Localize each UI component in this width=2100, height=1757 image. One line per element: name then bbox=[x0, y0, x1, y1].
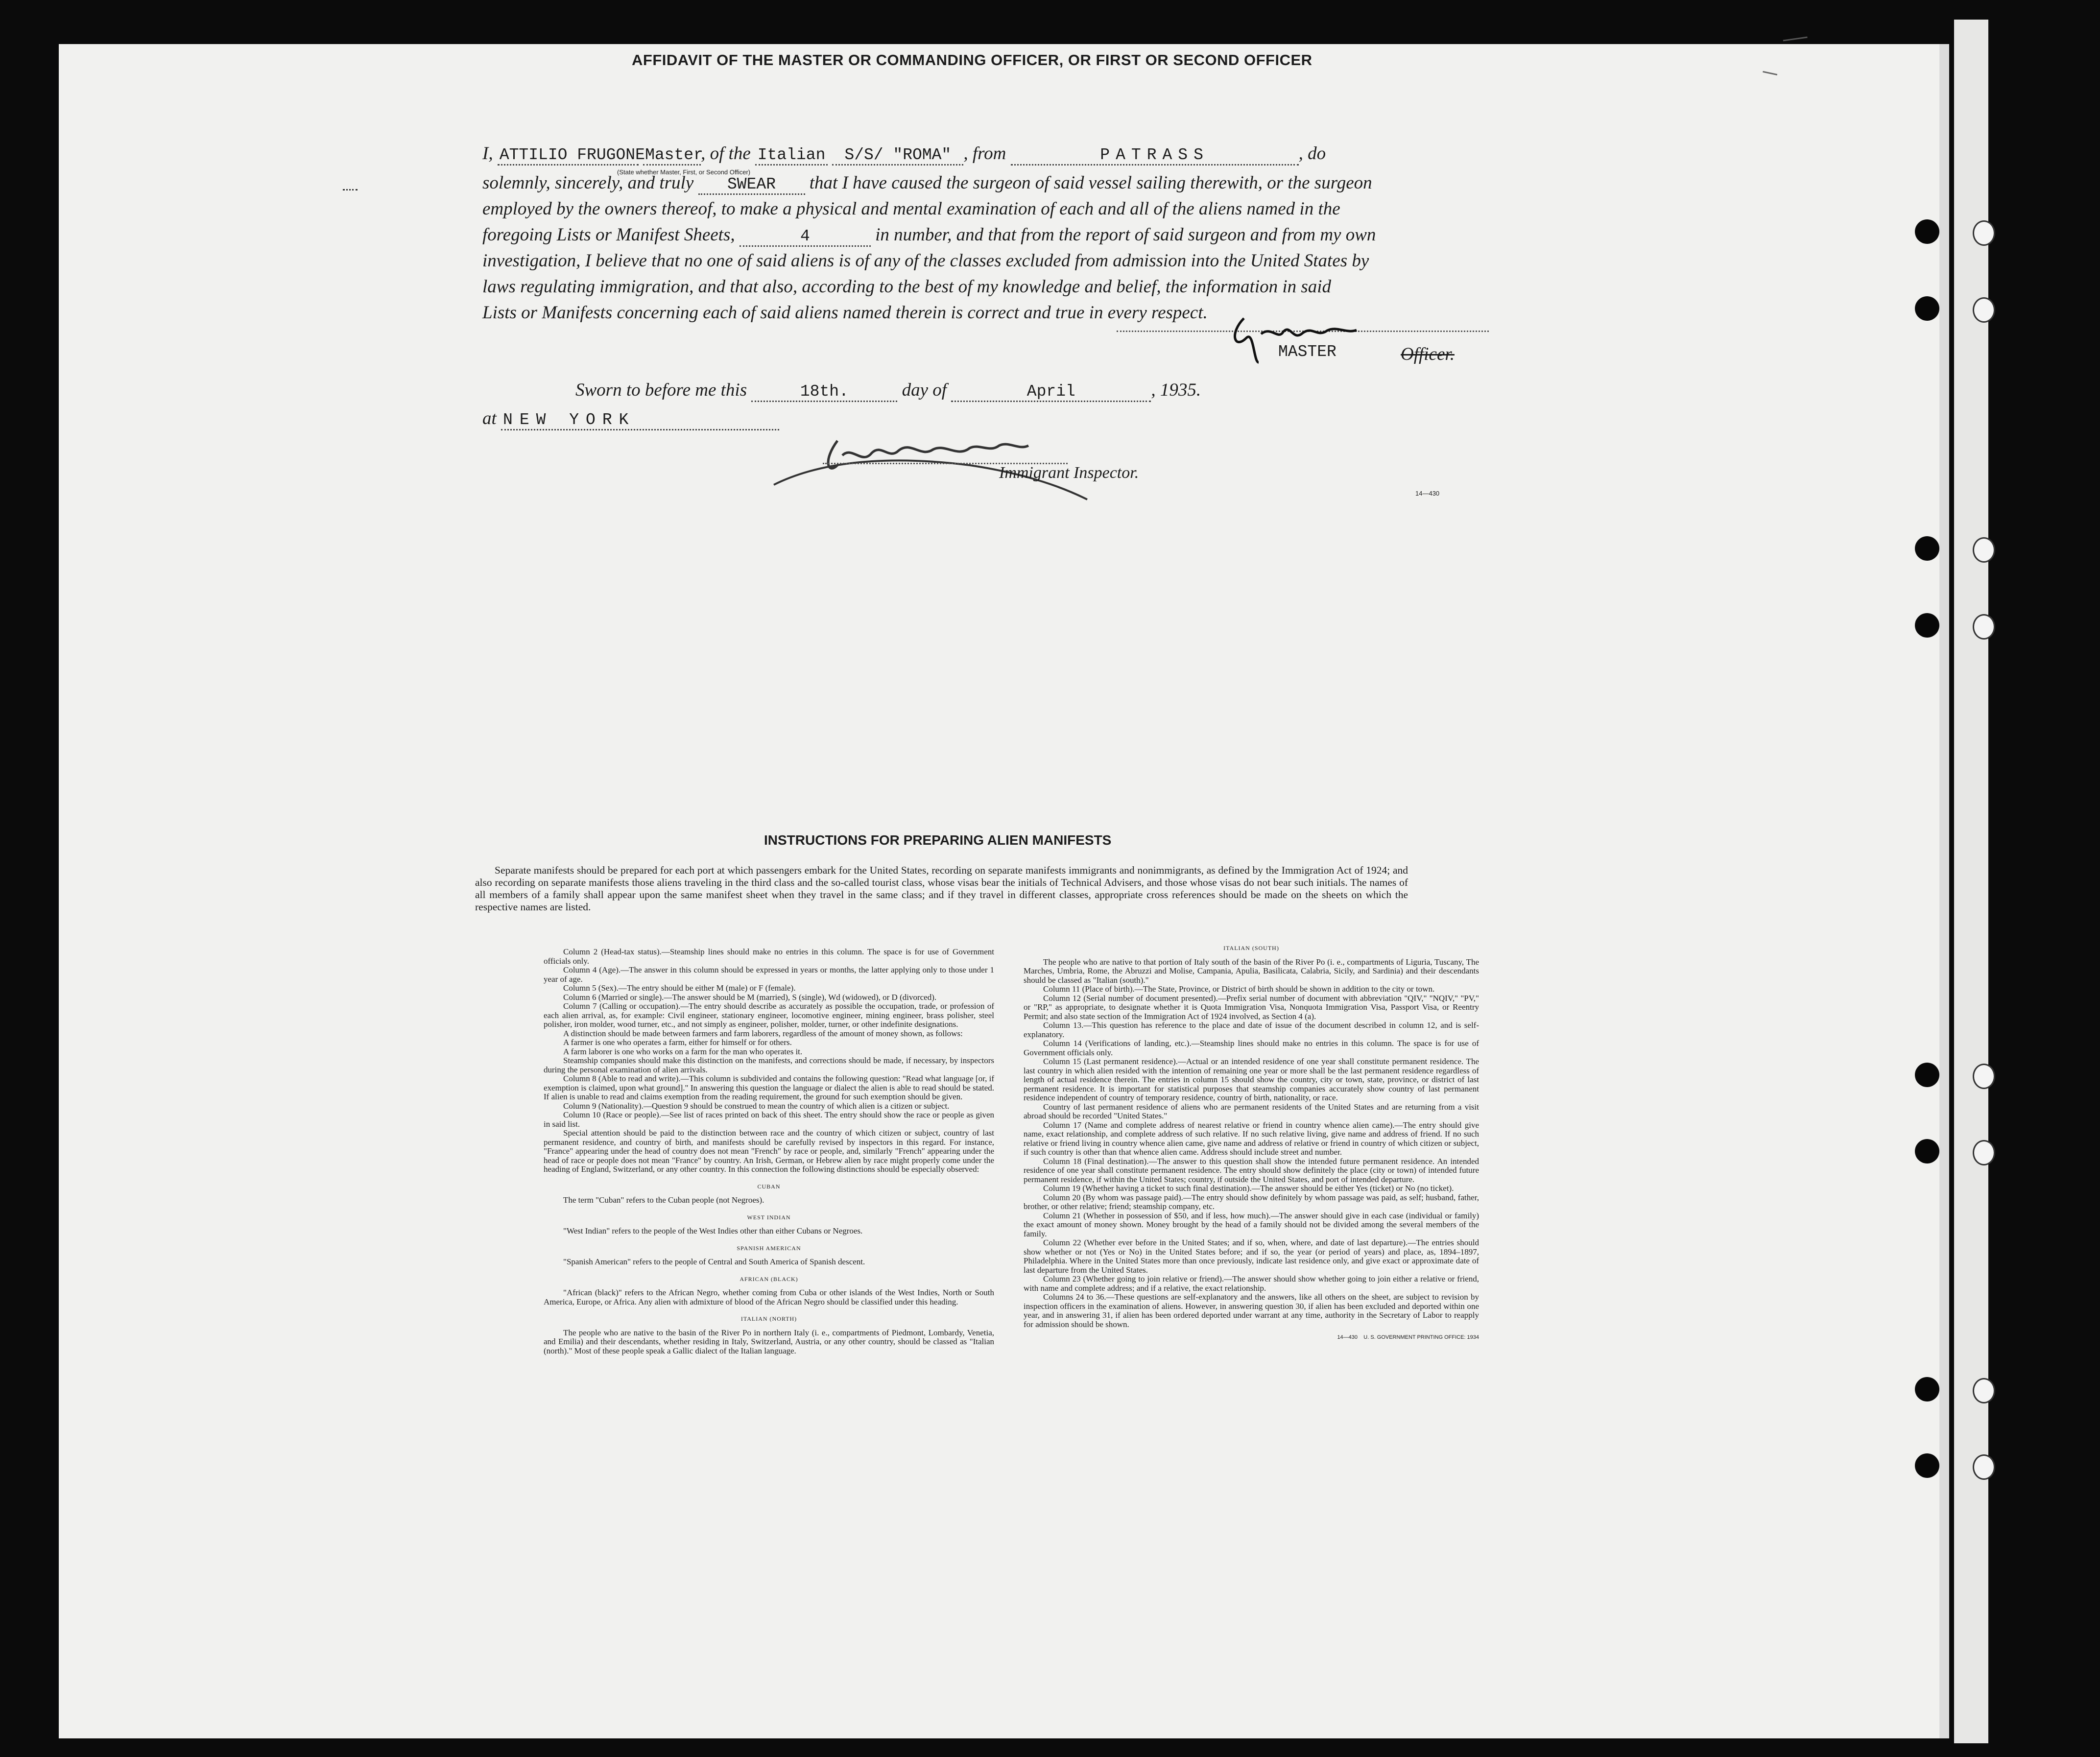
ship-name: S/S/ "ROMA" bbox=[832, 146, 963, 166]
at-line bbox=[482, 408, 1481, 430]
master-name: ATTILIO FRUGONE bbox=[498, 146, 639, 166]
col13-note: Column 13.—This question has reference to the place and date of issue of the document described in column 12, and is self-explanatory. bbox=[1024, 1021, 1479, 1039]
col15-note: Column 15 (Last permanent residence).—Actual or an intended residence of one year shall constitute permanent residence. The last country in which alien resided with the intention of remaining one year or more shall be the last permanent residence regardless of length of actual residence therein. The entries in column 15 should show the country, city or town, state, province, or district of last permanent residence. It is important for statistical purposes that steamship companies accurately show country of last permanent residence independent of country of temporary residence, country of birth, nationality, or race. bbox=[1024, 1057, 1479, 1102]
punch-hole bbox=[1915, 1377, 1939, 1401]
col17-note: Column 17 (Name and complete address of nearest relative or friend in country whence alien came).—The entry should give name, exact relationship, and complete address of such relative. If no such relative living, give name and address of friend. If no such relative or friend living in country whence alien came, give name and address of relative or friend in country of which citizen or subject, if such country is other than that whence alien came. Address should include street and number. bbox=[1024, 1120, 1479, 1157]
do-label: , do bbox=[1298, 143, 1326, 164]
italian-south-text: The people who are native to that portion of Italy south of the basin of the River Po (i. e., compartments of Liguria, Tuscany, The Marches, Umbria, Rome, the Abruzzi and Molise, Campania, Apulia, Basilicata, Calabria, Sicily, and Sardinia) and their descendants should be classed as "Italian (south)." bbox=[1024, 957, 1479, 985]
distinction-note: Steamship companies should make this distinction on the manifests, and corrections should be made, if necessary, by inspectors during the personal examination of alien arrivals. bbox=[544, 1056, 994, 1074]
col8-note: Column 8 (Able to read and write).—This column is subdivided and contains the following question: "Read what language [or, if exemption is claimed, upon what ground]." In answering this question the language or dialect the alien is able to read should be stated. If alien is unable to read and claims exemption from the reading requirement, the ground for such exemption should be given. bbox=[544, 1074, 994, 1101]
sworn-line bbox=[575, 380, 1575, 402]
col6-note: Column 6 (Married or single).—The answer should be M (married), S (single), Wd (widowed), or D (divorced). bbox=[563, 992, 937, 1002]
italian-south-heading: ITALIAN (SOUTH) bbox=[1223, 945, 1279, 951]
affidavit-line-7: Lists or Manifests concerning each of said aliens named therein is correct and true in every respect. bbox=[482, 303, 1208, 323]
italian-north-text: The people who are native to the basin of the River Po in northern Italy (i. e., compartments of Piedmont, Lombardy, Venetia, and Emilia) and their descendants, whether residing in Italy, Switzerland, Austria, or any other country, should be classed as "Italian (north)." Most of these people speak a Gallic dialect of the Italian language. bbox=[544, 1328, 994, 1355]
punch-hole-outline bbox=[1973, 297, 1995, 323]
sworn-month: April bbox=[951, 382, 1151, 402]
instructions-right-column bbox=[1024, 943, 1479, 1342]
african-text: "African (black)" refers to the African Negro, whether coming from Cuba or other islands of the West Indies, North or South America, Europe, or Africa. Any alien with admixture of blood of the African Negro should be classified under this heading. bbox=[544, 1288, 994, 1306]
col12-note: Column 12 (Serial number of document presented).—Prefix serial number of document with abbreviation "QIV," "NQIV," "PV," or "RP," as appropriate, to designate whether it is Quota Immigration Visa, Nonquota Immigration Visa, Passport Visa, or Reentry Permit; and also state section of the Immigration Act of 1924 involved, as Section 4 (a). bbox=[1024, 993, 1479, 1021]
margin-mark bbox=[343, 186, 358, 190]
from-label: , from bbox=[963, 143, 1006, 164]
col20-note: Column 20 (By whom was passage paid).—The entry should show definitely by whom passage was paid, as self; husband, father, brother, or other relative; friend; steamship company, etc. bbox=[1024, 1192, 1479, 1211]
col7-note: Column 7 (Calling or occupation).—The entry should describe as accurately as possible the occupation, trade, or profession of each alien arrival, as, for example: Civil engineer, stationary engineer, locomotive engineer, mining engineer, brass polisher, steel polisher, iron molder, wood turner, etc., and not simply as engineer, polisher, molder, turner, or other indefinite designations. bbox=[544, 1001, 994, 1029]
punch-hole bbox=[1915, 613, 1939, 638]
corner-mark bbox=[1782, 32, 1807, 42]
col11-note: Column 11 (Place of birth).—The State, Province, or District of birth should be shown in addition to the city or town. bbox=[1043, 984, 1435, 994]
punch-hole bbox=[1915, 536, 1939, 561]
sworn-place: NEW YORK bbox=[501, 411, 779, 430]
col18-note: Column 18 (Final destination).—The answer to this question shall show the intended future permanent residence. An intended residence of one year shall constitute permanent residence. The entry should show definitely the place (city or town) of intended future permanent residence, if within the United States; country, if outside the United States, and port of intended departure. bbox=[1024, 1156, 1479, 1184]
inspector-label: Immigrant Inspector. bbox=[999, 464, 1139, 482]
punch-hole-outline bbox=[1973, 1140, 1995, 1165]
italian-north-heading: ITALIAN (NORTH) bbox=[740, 1315, 797, 1322]
col2-note: Column 2 (Head-tax status).—Steamship lines should make no entries in this column. The space is for use of Government officials only. bbox=[544, 947, 994, 966]
of-the-label: , of the bbox=[701, 143, 751, 164]
col4-note: Column 4 (Age).—The answer in this column should be expressed in years or months, the latter applying only to those under 1 year of age. bbox=[544, 965, 994, 984]
rank-hint: (State whether Master, First, or Second Officer) bbox=[617, 168, 751, 176]
affidavit-line-6: laws regulating immigration, and that also, according to the best of my knowledge and belief, the information in said bbox=[482, 277, 1332, 297]
ship-nationality: Italian bbox=[755, 146, 828, 166]
punch-hole bbox=[1915, 219, 1939, 244]
col9-note: Column 9 (Nationality).—Question 9 should be construed to mean the country of which alien is a citizen or subject. bbox=[563, 1101, 950, 1111]
col23-note: Column 23 (Whether going to join relative or friend).—The answer should show whether going to join either a relative or friend, with name and complete address; and if a relative, the exact relationship. bbox=[1024, 1274, 1479, 1293]
punch-hole-outline bbox=[1973, 220, 1995, 246]
punch-hole bbox=[1915, 1139, 1939, 1163]
oath-prefix: solemnly, sincerely, and truly bbox=[482, 173, 694, 193]
instructions-left-column bbox=[544, 948, 994, 1355]
footer-form-number: 14—430 bbox=[1337, 1334, 1358, 1340]
african-heading: AFRICAN (BLACK) bbox=[740, 1275, 798, 1282]
form-number: 14—430 bbox=[1415, 490, 1440, 497]
affidavit-line-5: investigation, I believe that no one of said aliens is of any of the classes excluded from admission into the United States by bbox=[482, 251, 1369, 271]
sworn-prefix: Sworn to before me this bbox=[575, 380, 747, 400]
punch-hole bbox=[1915, 1063, 1939, 1087]
oath-suffix: that I have caused the surgeon of said vessel sailing therewith, or the surgeon bbox=[809, 173, 1372, 193]
signer-officer-label: Officer. bbox=[1401, 344, 1455, 364]
affidavit-line-3: employed by the owners thereof, to make a physical and mental examination of each and all of the aliens named in the bbox=[482, 199, 1340, 219]
master-rank: Master bbox=[643, 146, 701, 166]
pre-name: I, bbox=[482, 143, 493, 164]
affidavit-line-4 bbox=[482, 224, 1481, 247]
punch-hole-outline bbox=[1973, 1454, 1995, 1480]
farmer-def: A farmer is one who operates a farm, either for himself or for others. bbox=[563, 1038, 792, 1047]
instructions-intro: Separate manifests should be prepared for each port at which passengers embark for the United States, recording on separate manifests immigrants and nonimmigrants, as defined by the Immigration Act of 1924; and also recording on separate manifests those aliens traveling in the third class and the so-called tourist class, whose visas bear the initials of Technical Advisers, and those whose visas do not bear such initials. The names of all members of a family shall appear upon the same manifest sheet when they travel in the same class; and if they travel in different classes, appropriate cross references should be made on the sheets on which the respective names are listed. bbox=[475, 864, 1408, 913]
sheets-suffix: in number, and that from the report of said surgeon and from my own bbox=[875, 225, 1376, 245]
col14-note: Column 14 (Verifications of landing, etc.).—Steamship lines should make no entries in this column. The space is for use of Government officials only. bbox=[1024, 1039, 1479, 1057]
instructions-title: INSTRUCTIONS FOR PREPARING ALIEN MANIFESTS bbox=[764, 832, 1112, 848]
sworn-year: , 1935. bbox=[1151, 380, 1201, 400]
spanish-american-heading: SPANISH AMERICAN bbox=[737, 1244, 801, 1252]
punch-hole-outline bbox=[1973, 1064, 1995, 1089]
col10-note: Column 10 (Race or people).—See list of races printed on back of this sheet. The entry should show the race or people as given in said list. bbox=[544, 1110, 994, 1129]
west-indian-text: "West Indian" refers to the people of the West Indies other than either Cubans or Negroes. bbox=[563, 1226, 863, 1235]
race-note: Special attention should be paid to the distinction between race and the country of which citizen or subject, country of last permanent residence, and country of birth, and manifests should be carefully revised by inspectors in this regard. For instance, "France" appearing under the head of country does not mean "French" by race or people, and, similarly "French" appearing under the head of race or people does not mean "France" by country. An Irish, German, or Hebrew alien by race might properly come under the heading of England, Switzerland, or any other country. In this connection the following distinctions should be especially observed: bbox=[544, 1128, 994, 1174]
spanish-american-text: "Spanish American" refers to the people of Central and South America of Spanish descent. bbox=[563, 1257, 865, 1266]
cuban-heading: CUBAN bbox=[757, 1183, 781, 1190]
footer-line bbox=[1024, 1333, 1479, 1342]
farmers-note: A distinction should be made between farmers and farm laborers, regardless of the amount of money shown, as follows: bbox=[563, 1028, 963, 1038]
oath-type: SWEAR bbox=[698, 175, 805, 195]
punch-hole-outline bbox=[1973, 1378, 1995, 1403]
punch-hole-outline bbox=[1973, 614, 1995, 640]
col21-note: Column 21 (Whether in possession of $50, and if less, how much).—The answer should give in each case (individual or family) the exact amount of money shown. Money brought by the head of a family should not be divided among the several members of the family. bbox=[1024, 1211, 1479, 1238]
binding-edge bbox=[1954, 20, 1988, 1743]
punch-hole bbox=[1915, 1453, 1939, 1478]
sheets-prefix: foregoing Lists or Manifest Sheets, bbox=[482, 225, 735, 245]
col15b-note: Country of last permanent residence of aliens who are permanent residents of the United States and are returning from a visit abroad should be recorded "United States." bbox=[1024, 1102, 1479, 1120]
affidavit-line-2 bbox=[482, 172, 1481, 195]
affidavit-title: AFFIDAVIT OF THE MASTER OR COMMANDING OFFICER, OR FIRST OR SECOND OFFICER bbox=[632, 51, 1312, 69]
col5-note: Column 5 (Sex).—The entry should be either M (male) or F (female). bbox=[563, 983, 796, 993]
affidavit-line-1 bbox=[482, 143, 1481, 166]
sworn-day: 18th. bbox=[751, 382, 897, 402]
farm-laborer-def: A farm laborer is one who works on a farm for the man who operates it. bbox=[563, 1046, 803, 1056]
punch-hole bbox=[1915, 296, 1939, 321]
punch-hole-outline bbox=[1973, 537, 1995, 563]
col19-note: Column 19 (Whether having a ticket to such final destination).—The answer should be either Yes (ticket) or No (no ticket). bbox=[1043, 1184, 1454, 1193]
at-label: at bbox=[482, 408, 497, 428]
col22-note: Column 22 (Whether ever before in the United States; and if so, when, where, and date of last departure).—The entries should show whether or not (Yes or No) in the United States before; and if so, the year (or period of years) and place, as, 1894–1897, Philadelphia. Where in the United States more than once previously, indicate last residence only, and give exact or approximate date of last departure from the United States. bbox=[1024, 1238, 1479, 1275]
day-of-label: day of bbox=[902, 380, 947, 400]
col24-36-note: Columns 24 to 36.—These questions are self-explanatory and the answers, like all others on the sheet, are subject to revision by inspection officers in the examination of aliens. However, in answering question 30, if alien has been excluded and deported within one year, and in answering 31, if alien has been ordered deported under warrant at any time, authority in the Secretary of Labor to reapply for admission should be shown. bbox=[1024, 1292, 1479, 1329]
sheet-count: 4 bbox=[740, 227, 871, 247]
footer-printer: U. S. GOVERNMENT PRINTING OFFICE: 1934 bbox=[1363, 1334, 1479, 1340]
signer-title: MASTER bbox=[1278, 343, 1336, 361]
cuban-text: The term "Cuban" refers to the Cuban people (not Negroes). bbox=[563, 1195, 764, 1205]
west-indian-heading: WEST INDIAN bbox=[747, 1213, 791, 1221]
departure-port: PATRASS bbox=[1011, 146, 1299, 166]
